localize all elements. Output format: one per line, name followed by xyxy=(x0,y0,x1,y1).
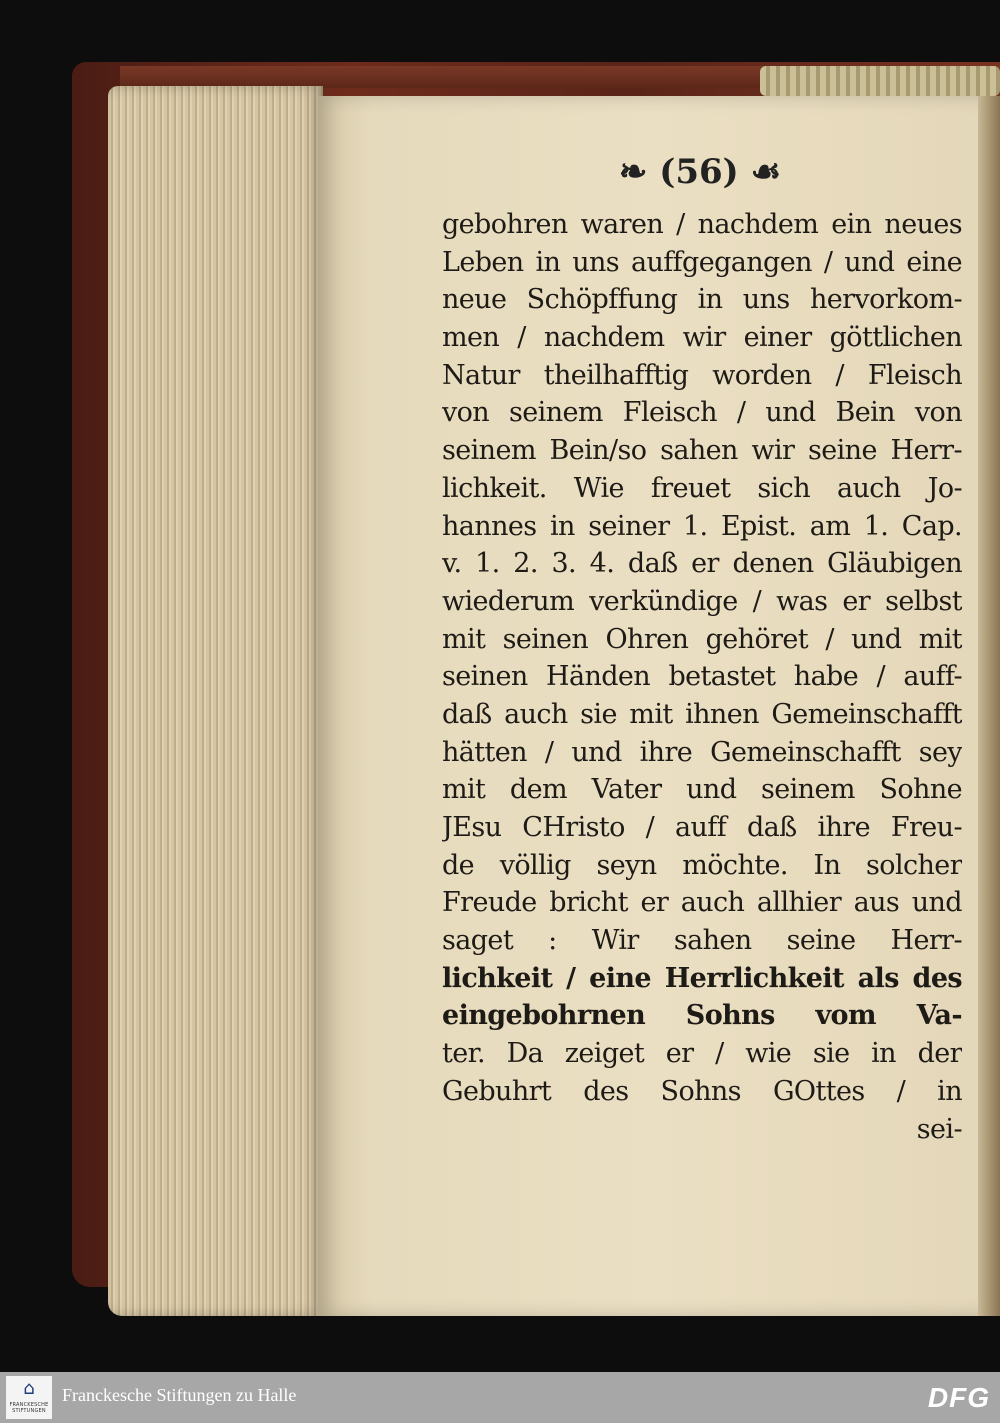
page-number-text: (56) xyxy=(659,152,739,192)
page-number xyxy=(600,152,800,192)
orphanage-icon: ⌂ xyxy=(23,1378,35,1399)
text-line: de völlig seyn möchte. In solcher xyxy=(442,849,962,881)
text-line: wiederum verkündige / was er selbst xyxy=(442,585,962,617)
dfg-logo[interactable]: DFG xyxy=(927,1382,990,1413)
text-line: neue Schöpffung in uns hervorkom- xyxy=(442,284,962,316)
page-text xyxy=(442,206,962,1148)
text-line: hätten / und ihre Gemeinschafft sey xyxy=(442,736,962,768)
page-ornament-right: ☙ xyxy=(738,152,782,192)
text-line: Leben in uns auffgegangen / und eine xyxy=(442,246,962,278)
text-line: hannes in seiner 1. Epist. am 1. Cap. xyxy=(442,510,962,542)
text-line: seinen Händen betastet habe / auff- xyxy=(442,661,962,693)
text-line-emphasis: lichkeit / eine Herrlichkeit als des xyxy=(442,962,962,994)
text-line: v. 1. 2. 3. 4. daß er denen Gläubigen xyxy=(442,548,962,580)
text-line: daß auch sie mit ihnen Gemeinschafft xyxy=(442,698,962,730)
institution-name[interactable]: Franckesche Stiftungen zu Halle xyxy=(62,1385,297,1405)
text-line: Gebuhrt des Sohns GOttes / in xyxy=(442,1075,962,1107)
text-line: seinem Bein/so sahen wir seine Herr- xyxy=(442,435,962,467)
headband xyxy=(760,66,1000,96)
viewer-footer xyxy=(0,1372,1000,1423)
text-line: lichkeit. Wie freuet sich auch Jo- xyxy=(442,472,962,504)
catchword: sei- xyxy=(916,1113,962,1145)
text-line: gebohren waren / nachdem ein neues xyxy=(442,209,962,240)
text-line: ter. Da zeiget er / wie sie in der xyxy=(442,1038,962,1070)
text-line: von seinem Fleisch / und Bein von xyxy=(442,397,962,429)
page-ornament-left: ❧ xyxy=(618,152,660,192)
page-right-edge xyxy=(978,96,1000,1316)
text-line: mit seinen Ohren gehöret / und mit xyxy=(442,623,962,655)
text-line: Freude bricht er auch allhier aus und xyxy=(442,887,962,919)
text-line: mit dem Vater und seinem Sohne xyxy=(442,774,962,806)
text-line: Natur theilhafftig worden / Fleisch xyxy=(442,359,962,391)
text-line: saget : Wir sahen seine Herr- xyxy=(442,925,962,957)
text-line: men / nachdem wir einer göttlichen xyxy=(442,322,962,354)
institution-logo[interactable] xyxy=(6,1376,52,1419)
text-line: JEsu CHristo / auff daß ihre Freu- xyxy=(442,812,962,843)
text-line-emphasis: eingebohrnen Sohns vom Va- xyxy=(442,1000,962,1032)
logo-text: FRANCKESCHE STIFTUNGEN xyxy=(9,1402,49,1414)
page-edges xyxy=(108,86,323,1316)
